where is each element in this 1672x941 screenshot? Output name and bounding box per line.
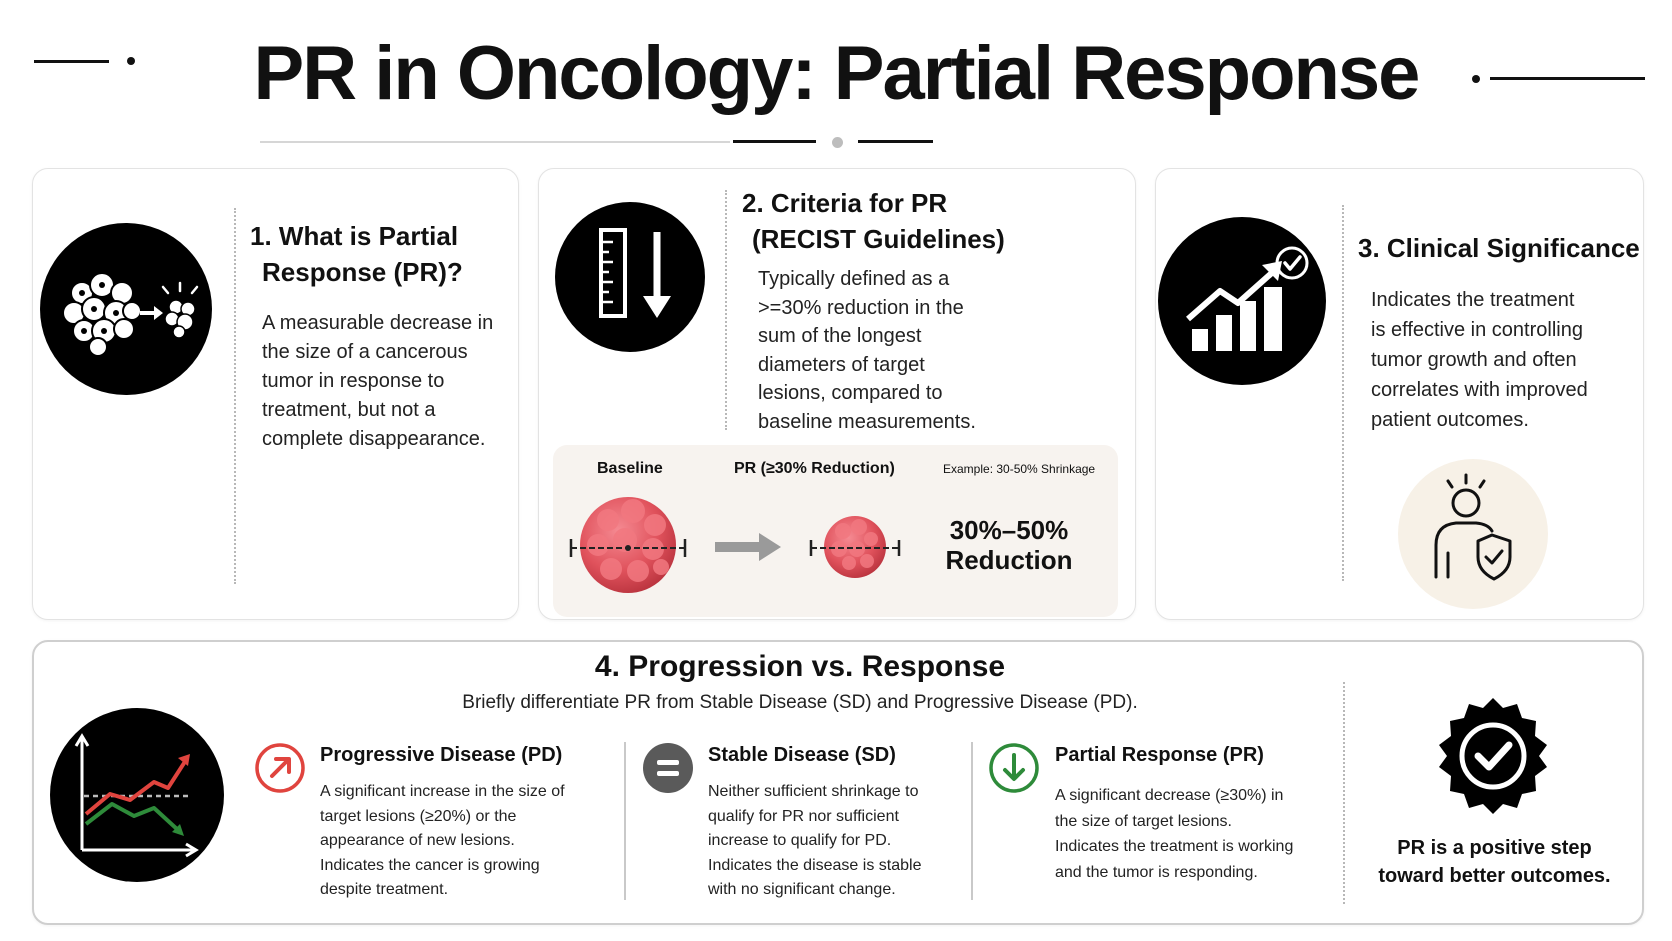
conclusion-divider — [1343, 682, 1345, 904]
what-is-body: A measurable decrease in the size of a cancerous tumor in response to treatment, but not a complete disappearance. — [262, 312, 494, 450]
significance-heading: 3. Clinical Significance — [1358, 233, 1640, 263]
significance-body: Indicates the treatment is effective in controlling tumor growth and often correlates with improved patient outcomes. — [1371, 289, 1588, 431]
example-label: Example: 30-50% Shrinkage — [943, 462, 1096, 476]
title-underline-dot — [832, 137, 843, 148]
patient-shield-icon — [1398, 459, 1548, 609]
arrow-up-right-icon — [254, 742, 306, 794]
card3-divider — [1342, 205, 1344, 581]
trend-lines-chart-icon — [50, 708, 224, 882]
growth-chart-check-icon — [1158, 217, 1326, 385]
tumor-shrink-icon — [40, 223, 212, 395]
title-underline-grey — [260, 141, 730, 143]
sd-title: Stable Disease (SD) — [708, 744, 896, 766]
title-left-decoration — [34, 60, 109, 63]
column-divider-2 — [971, 742, 973, 900]
equals-icon — [642, 742, 694, 794]
progression-subtitle: Briefly differentiate PR from Stable Disease (SD) and Progressive Disease (PD). — [462, 692, 1138, 713]
title-right-decoration — [1490, 77, 1645, 80]
criteria-heading-line1: 2. Criteria for PR — [742, 188, 948, 218]
card1-divider — [234, 208, 236, 584]
criteria-heading-line2: (RECIST Guidelines) — [752, 224, 1005, 254]
column-divider-1 — [624, 742, 626, 900]
pd-title: Progressive Disease (PD) — [320, 744, 563, 766]
arrow-down-icon — [988, 742, 1040, 794]
pd-description: A significant increase in the size of target lesions (≥20%) or the appearance of new lesions. Indicates the cancer is growing despite treatment. — [320, 783, 565, 898]
title-underline-right — [858, 140, 933, 143]
card2-divider — [725, 190, 727, 430]
title-right-dot — [1472, 75, 1480, 83]
what-is-heading-line2: Response (PR)? — [262, 257, 463, 287]
pr-reduction-label: PR (≥30% Reduction) — [734, 460, 895, 477]
page-title: PR in Oncology: Partial Response — [253, 31, 1419, 116]
title-underline-left — [733, 140, 816, 143]
reduction-range-label: 30%–50% Reduction — [945, 515, 1073, 575]
pr-title: Partial Response (PR) — [1055, 744, 1264, 766]
sd-description: Neither sufficient shrinkage to qualify for PR nor sufficient increase to qualify for PD. Indicates the disease is stable with no significant change. — [708, 783, 922, 898]
what-is-heading-line1: 1. What is Partial — [250, 221, 459, 251]
pr-description: A significant decrease (≥30%) in the size of target lesions. Indicates the treatment is working and the tumor is responding. — [1055, 787, 1294, 881]
reduction-example-panel — [553, 445, 1118, 617]
conclusion-text: PR is a positive step toward better outcomes. — [1378, 837, 1611, 887]
progression-heading: 4. Progression vs. Response — [594, 650, 1006, 683]
ruler-down-arrow-icon — [555, 202, 705, 352]
baseline-label: Baseline — [597, 460, 663, 477]
title-left-dot — [127, 57, 135, 65]
criteria-body: Typically defined as a >=30% reduction in the sum of the longest diameters of target lesions, compared to baseline measurements. — [758, 268, 976, 433]
check-badge-icon — [1433, 696, 1553, 816]
